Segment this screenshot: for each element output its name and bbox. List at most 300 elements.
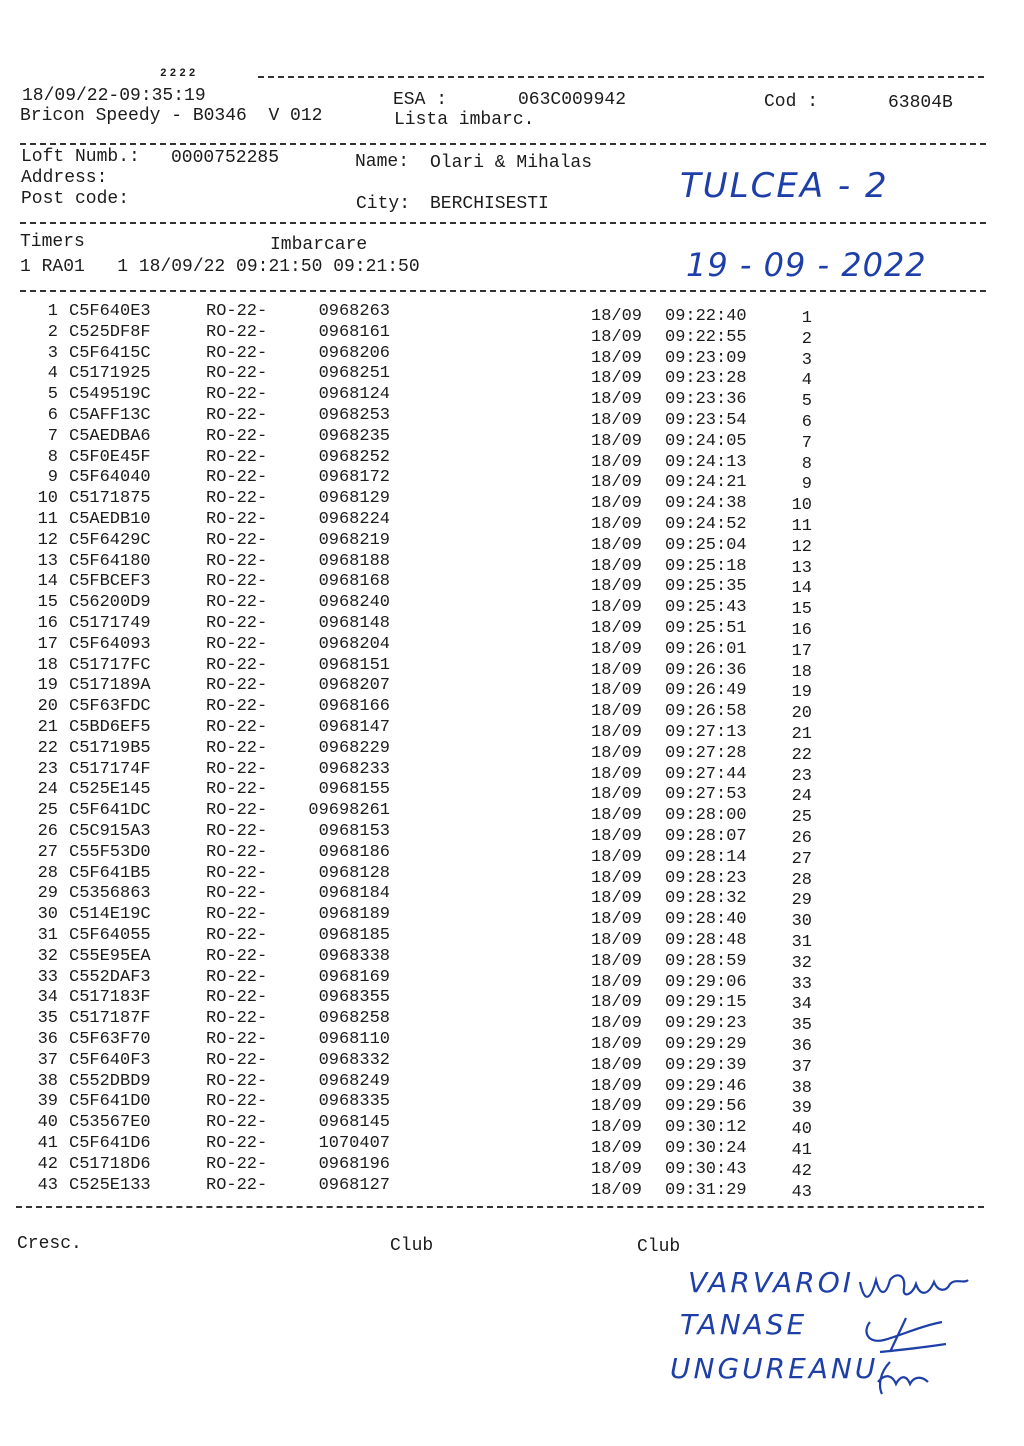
ring-number: 0968240 [318,593,390,613]
ring-number: 0968204 [318,634,390,654]
arrival-date: 18/09 [591,931,643,950]
row-number: 8 [47,447,58,467]
ring-code: C5F64040 [69,468,151,488]
row-number: 36 [37,1030,58,1049]
row-number: 42 [37,1154,58,1174]
arrival-date: 18/09 [591,1035,643,1054]
divider [20,222,986,224]
row-number: 27 [37,842,58,862]
arrival-index: 17 [791,641,812,661]
ring-number: 0968338 [318,946,390,966]
cod-label: Cod : [764,92,819,112]
ring-prefix: RO-22- [206,572,268,592]
ring-code: C5F640F3 [69,1050,151,1070]
ring-code: C517187F [69,1009,151,1029]
ring-number: 0968145 [318,1113,390,1133]
arrival-time: 09:23:09 [665,348,747,368]
ring-prefix: RO-22- [206,322,268,342]
arrival-time: 09:25:51 [665,619,747,638]
arrival-index: 5 [801,392,812,412]
ring-number: 0968207 [318,676,390,696]
arrival-time: 09:29:29 [665,1035,747,1054]
ring-code: C56200D9 [69,593,151,613]
arrival-time: 09:23:28 [665,369,747,389]
row-number: 43 [37,1175,58,1195]
row-number: 11 [37,510,58,529]
arrival-index: 13 [791,558,812,578]
row-number: 1 [47,302,58,321]
arrival-date: 18/09 [591,1076,643,1096]
arrival-index: 32 [791,953,812,973]
arrival-time: 09:29:46 [665,1076,747,1096]
row-number: 7 [47,426,58,446]
ring-number: 0968151 [318,655,390,675]
row-number: 41 [37,1134,58,1153]
ring-number: 0968155 [318,780,390,800]
divider [258,76,984,78]
ring-number: 0968129 [318,489,390,509]
arrival-index: 29 [791,891,812,911]
ring-prefix: RO-22- [206,1113,268,1133]
ring-code: C5F63F70 [69,1030,151,1049]
ring-prefix: RO-22- [206,676,268,696]
ring-prefix: RO-22- [206,1092,268,1112]
arrival-date: 18/09 [591,723,643,742]
ring-code: C51719B5 [69,738,151,758]
esa-value: 063C009942 [518,90,627,110]
arrival-time: 09:28:40 [665,910,747,930]
arrival-time: 09:29:39 [665,1055,747,1075]
arrival-date: 18/09 [591,535,643,555]
ring-code: C5F641D6 [69,1134,151,1153]
arrival-time: 09:28:48 [665,931,747,950]
ring-code: C51718D6 [69,1154,151,1174]
arrival-time: 09:24:13 [665,452,747,472]
arrival-index: 37 [791,1057,812,1077]
arrival-date: 18/09 [591,702,643,722]
arrival-index: 8 [801,454,812,474]
ring-prefix: RO-22- [206,302,268,321]
esa-label: ESA : [393,90,448,110]
arrival-date: 18/09 [591,1180,643,1200]
arrival-index: 39 [791,1099,812,1119]
arrival-time: 09:27:44 [665,764,747,784]
arrival-time: 09:30:24 [665,1139,747,1158]
arrival-index: 21 [791,725,812,744]
ring-number: 0968148 [318,614,390,633]
arrival-time: 09:28:00 [665,806,747,826]
arrival-index: 42 [791,1161,812,1181]
ring-code: C5F640E3 [69,302,151,321]
ring-code: C525DF8F [69,322,151,342]
city-value: BERCHISESTI [430,194,549,214]
arrival-time: 09:28:32 [665,889,747,909]
ring-number: 0968224 [318,510,390,529]
ring-prefix: RO-22- [206,926,268,945]
row-number: 37 [37,1050,58,1070]
arrival-date: 18/09 [591,1139,643,1158]
ring-prefix: RO-22- [206,842,268,862]
arrival-index: 41 [791,1141,812,1160]
arrival-time: 09:26:36 [665,660,747,680]
ring-prefix: RO-22- [206,738,268,758]
code-small: 2222 [160,68,199,80]
arrival-index: 22 [791,745,812,765]
arrival-date: 18/09 [591,1014,643,1034]
row-number: 9 [47,468,58,488]
arrival-date: 18/09 [591,972,643,992]
ring-code: C5356863 [69,884,151,904]
ring-number: 09698261 [308,801,390,821]
ring-code: C5F6415C [69,343,151,363]
ring-code: C552DBD9 [69,1071,151,1091]
ring-number: 0968229 [318,738,390,758]
name-label: Name: [355,152,410,172]
device-name: Bricon Speedy - B0346 V 012 [20,106,323,126]
arrival-date: 18/09 [591,411,643,430]
ring-prefix: RO-22- [206,801,268,821]
row-number: 30 [37,905,58,925]
row-number: 39 [37,1092,58,1112]
arrival-time: 09:24:05 [665,431,747,451]
ring-number: 0968355 [318,988,390,1008]
arrival-date: 18/09 [591,452,643,472]
ring-code: C5FBCEF3 [69,572,151,592]
arrival-date: 18/09 [591,889,643,909]
ring-code: C5F6429C [69,530,151,550]
ring-code: C5171925 [69,364,151,384]
ring-prefix: RO-22- [206,1134,268,1153]
arrival-time: 09:22:55 [665,327,747,347]
city-label: City: [356,194,411,214]
arrival-date: 18/09 [591,390,643,410]
arrival-index: 38 [791,1078,812,1098]
arrival-index: 40 [791,1120,812,1140]
ring-number: 0968219 [318,530,390,550]
ring-prefix: RO-22- [206,863,268,883]
ring-code: C517183F [69,988,151,1008]
ring-code: C5F0E45F [69,447,151,467]
arrival-time: 09:29:15 [665,993,747,1013]
divider [20,143,986,145]
ring-prefix: RO-22- [206,614,268,633]
arrival-index: 26 [791,829,812,848]
handwritten-location: TULCEA - 2 [680,166,889,206]
row-number: 28 [37,863,58,883]
row-number: 29 [37,884,58,904]
ring-code: C5F63FDC [69,697,151,717]
row-number: 16 [37,614,58,633]
cod-value: 63804B [888,93,953,113]
ring-number: 0968186 [318,842,390,862]
arrival-date: 18/09 [591,515,643,534]
arrival-date: 18/09 [591,681,643,701]
row-number: 18 [37,655,58,675]
arrival-date: 18/09 [591,619,643,638]
ring-number: 0968184 [318,884,390,904]
ring-number: 0968251 [318,364,390,384]
arrival-time: 09:25:35 [665,577,747,597]
ring-prefix: RO-22- [206,530,268,550]
arrival-time: 09:29:06 [665,972,747,992]
arrival-index: 4 [801,371,812,391]
arrival-index: 9 [801,475,812,495]
ring-code: C517174F [69,759,151,779]
arrival-index: 24 [791,787,812,807]
name-value: Olari & Mihalas [430,153,593,173]
ring-code: C5F641B5 [69,863,151,883]
timers-label: Timers [20,232,85,252]
arrival-index: 30 [791,912,812,932]
row-number: 33 [37,967,58,987]
ring-prefix: RO-22- [206,988,268,1008]
ring-number: 0968188 [318,551,390,571]
arrival-index: 16 [791,621,812,640]
signatures-graphic [850,1262,980,1402]
ring-number: 0968235 [318,426,390,446]
ring-prefix: RO-22- [206,1050,268,1070]
arrival-index: 1 [801,309,812,328]
ring-code: C517189A [69,676,151,696]
ring-number: 0968258 [318,1009,390,1029]
arrival-date: 18/09 [591,764,643,784]
ring-prefix: RO-22- [206,406,268,425]
ring-prefix: RO-22- [206,593,268,613]
ring-number: 0968128 [318,863,390,883]
ring-code: C55F53D0 [69,842,151,862]
arrival-date: 18/09 [591,307,643,326]
ring-prefix: RO-22- [206,1154,268,1174]
ring-code: C5F64093 [69,634,151,654]
club-label-2: Club [637,1237,681,1257]
row-number: 31 [37,926,58,945]
ring-prefix: RO-22- [206,655,268,675]
row-number: 22 [37,738,58,758]
row-number: 40 [37,1113,58,1133]
arrival-time: 09:26:49 [665,681,747,701]
arrival-index: 12 [791,537,812,557]
ring-number: 0968332 [318,1050,390,1070]
arrival-index: 11 [791,517,812,536]
arrival-index: 31 [791,933,812,952]
ring-prefix: RO-22- [206,489,268,509]
ring-prefix: RO-22- [206,468,268,488]
arrival-time: 09:24:38 [665,494,747,514]
ring-prefix: RO-22- [206,1175,268,1195]
ring-code: C5AEDBA6 [69,426,151,446]
arrival-index: 10 [791,496,812,516]
arrival-time: 09:27:53 [665,785,747,805]
handwritten-name-2: TANASE [680,1308,808,1341]
row-number: 4 [47,364,58,384]
ring-code: C5AEDB10 [69,510,151,529]
ring-prefix: RO-22- [206,905,268,925]
arrival-time: 09:31:29 [665,1180,747,1200]
arrival-index: 3 [801,350,812,370]
row-number: 35 [37,1009,58,1029]
arrival-time: 09:25:04 [665,535,747,555]
ring-prefix: RO-22- [206,551,268,571]
row-number: 10 [37,489,58,509]
ring-prefix: RO-22- [206,1030,268,1049]
arrival-date: 18/09 [591,743,643,763]
arrival-date: 18/09 [591,847,643,867]
row-number: 20 [37,697,58,717]
row-number: 17 [37,634,58,654]
arrival-time: 09:29:56 [665,1097,747,1117]
ring-number: 0968263 [318,302,390,321]
arrival-index: 25 [791,808,812,828]
arrival-index: 27 [791,849,812,869]
timer-row: 1 RA01 1 18/09/22 09:21:50 09:21:50 [20,257,420,277]
row-number: 32 [37,946,58,966]
ring-number: 0968147 [318,718,390,737]
arrival-date: 18/09 [591,1097,643,1117]
ring-number: 0968253 [318,406,390,425]
ring-prefix: RO-22- [206,1009,268,1029]
arrival-index: 15 [791,600,812,620]
arrival-time: 09:28:14 [665,847,747,867]
ring-prefix: RO-22- [206,884,268,904]
row-number: 14 [37,572,58,592]
arrival-index: 6 [801,413,812,432]
arrival-date: 18/09 [591,951,643,971]
ring-number: 0968166 [318,697,390,717]
print-datetime: 18/09/22-09:35:19 [22,86,206,106]
ring-number: 0968168 [318,572,390,592]
arrival-date: 18/09 [591,473,643,493]
ring-code: C525E145 [69,780,151,800]
ring-number: 0968172 [318,468,390,488]
ring-number: 0968161 [318,322,390,342]
row-number: 38 [37,1071,58,1091]
arrival-date: 18/09 [591,556,643,576]
ring-code: C5AFF13C [69,406,151,425]
loft-value: 0000752285 [171,148,280,168]
ring-code: C51717FC [69,655,151,675]
arrival-time: 09:25:43 [665,598,747,618]
arrival-time: 09:27:13 [665,723,747,742]
row-number: 24 [37,780,58,800]
ring-number: 0968206 [318,343,390,363]
arrival-date: 18/09 [591,827,643,846]
ring-prefix: RO-22- [206,718,268,737]
ring-code: C5F64055 [69,926,151,945]
arrival-index: 18 [791,662,812,682]
arrival-date: 18/09 [591,494,643,514]
arrival-date: 18/09 [591,660,643,680]
arrival-date: 18/09 [591,910,643,930]
ring-number: 0968110 [318,1030,390,1049]
cresc-label: Cresc. [17,1234,82,1254]
ring-code: C5C915A3 [69,822,151,841]
arrival-time: 09:25:18 [665,556,747,576]
club-label-1: Club [390,1236,434,1256]
handwritten-date: 19 - 09 - 2022 [686,246,927,284]
arrival-time: 09:29:23 [665,1014,747,1034]
ring-prefix: RO-22- [206,426,268,446]
row-number: 3 [47,343,58,363]
ring-prefix: RO-22- [206,967,268,987]
arrival-time: 09:28:23 [665,868,747,888]
row-number: 25 [37,801,58,821]
arrival-index: 34 [791,995,812,1015]
ring-number: 0968185 [318,926,390,945]
arrival-date: 18/09 [591,993,643,1013]
ring-code: C514E19C [69,905,151,925]
ring-prefix: RO-22- [206,697,268,717]
ring-code: C525E133 [69,1175,151,1195]
ring-number: 1070407 [318,1134,390,1153]
ring-number: 0968196 [318,1154,390,1174]
ring-number: 0968335 [318,1092,390,1112]
ring-prefix: RO-22- [206,759,268,779]
arrival-date: 18/09 [591,598,643,618]
arrival-date: 18/09 [591,868,643,888]
arrival-date: 18/09 [591,577,643,597]
ring-number: 0968124 [318,385,390,405]
arrival-index: 2 [801,329,812,349]
arrival-index: 36 [791,1037,812,1056]
arrival-date: 18/09 [591,785,643,805]
ring-code: C5F64180 [69,551,151,571]
arrival-time: 09:23:54 [665,411,747,430]
ring-code: C53567E0 [69,1113,151,1133]
arrival-date: 18/09 [591,1159,643,1179]
arrival-date: 18/09 [591,327,643,347]
ring-number: 0968189 [318,905,390,925]
address-label: Address: [21,168,108,188]
arrival-date: 18/09 [591,369,643,389]
arrival-time: 09:28:59 [665,951,747,971]
ring-prefix: RO-22- [206,780,268,800]
arrival-date: 18/09 [591,806,643,826]
arrival-time: 09:23:36 [665,390,747,410]
ring-prefix: RO-22- [206,1071,268,1091]
arrival-time: 09:24:52 [665,515,747,534]
row-number: 2 [47,322,58,342]
ring-code: C5BD6EF5 [69,718,151,737]
ring-number: 0968127 [318,1175,390,1195]
row-number: 5 [47,385,58,405]
ring-code: C5F641DC [69,801,151,821]
row-number: 34 [37,988,58,1008]
arrival-index: 7 [801,433,812,453]
arrival-time: 09:28:07 [665,827,747,846]
row-number: 12 [37,530,58,550]
divider [16,1206,984,1208]
ring-number: 0968169 [318,967,390,987]
arrival-time: 09:30:43 [665,1159,747,1179]
arrival-index: 35 [791,1016,812,1036]
handwritten-name-1: VARVAROI [688,1266,855,1299]
arrival-index: 20 [791,704,812,724]
ring-prefix: RO-22- [206,946,268,966]
ring-number: 0968249 [318,1071,390,1091]
arrival-time: 09:27:28 [665,743,747,763]
ring-number: 0968252 [318,447,390,467]
ring-prefix: RO-22- [206,510,268,529]
ring-code: C5171749 [69,614,151,633]
arrival-time: 09:24:21 [665,473,747,493]
arrival-time: 09:26:01 [665,639,747,659]
ring-number: 0968233 [318,759,390,779]
divider [20,290,986,292]
ring-number: 0968153 [318,822,390,841]
ring-code: C552DAF3 [69,967,151,987]
arrival-index: 14 [791,579,812,599]
arrival-date: 18/09 [591,639,643,659]
